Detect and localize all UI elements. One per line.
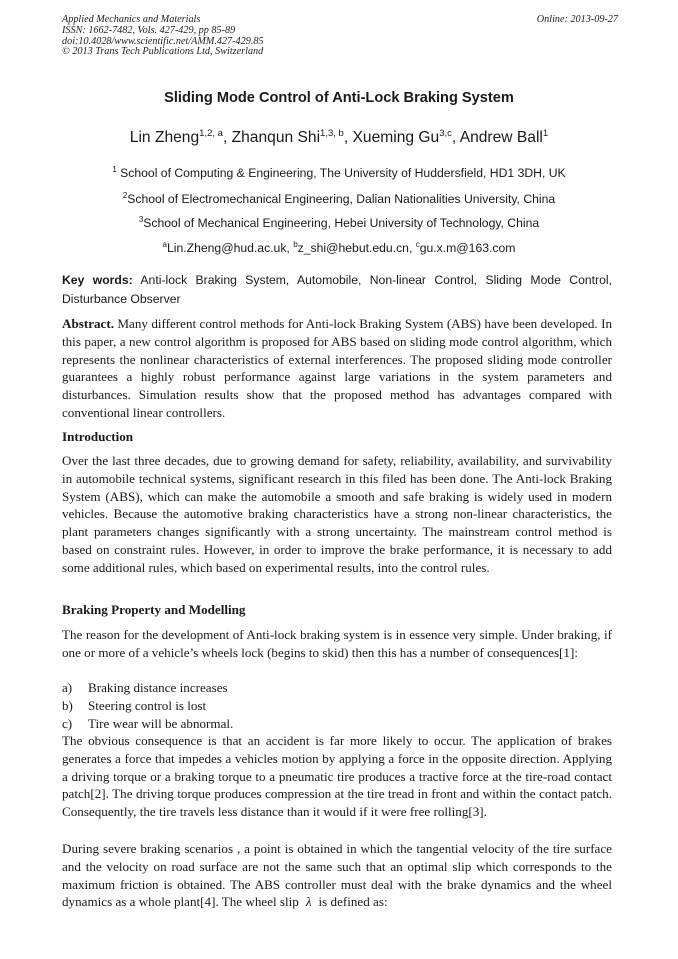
author-affiliation-mark: 1 — [542, 128, 549, 139]
affiliation — [0, 216, 678, 230]
email-address: Lin.Zheng@hud.ac.uk, — [167, 241, 294, 255]
list-item — [62, 715, 233, 733]
keywords-text: Anti-lock Braking System, Automobile, Non-linear Control, Sliding Mode Control, Disturbance Observer — [62, 273, 612, 306]
braking-paragraph-3-text: During severe braking scenarios , a point is obtained in which the tangential velocity of the tire surface and the velocity on road surface are not the same such that an optimal slip which corresponds to the maximum friction is obtained. The ABS controller must deal with the brake dynamics and the wheel dynamics as a whole plant[4]. The wheel slip — [62, 841, 612, 910]
journal-header — [62, 15, 618, 58]
lambda-symbol: λ — [305, 894, 312, 910]
list-item-label: b) — [62, 697, 73, 713]
affiliation-text: School of Mechanical Engineering, Hebei University of Technology, China — [143, 216, 540, 230]
list-item-label: a) — [62, 680, 73, 695]
author-separator: , — [222, 129, 232, 146]
affiliation-mark: 2 — [122, 191, 128, 200]
abstract — [62, 315, 612, 422]
author-affiliation-mark: 1,3, b — [320, 128, 344, 139]
email-mark: a — [162, 240, 167, 249]
list-item-label: c) — [62, 715, 73, 731]
doi-line: doi:10.4028/www.scientific.net/AMM.427-429.85 — [62, 35, 264, 47]
braking-paragraph-3 — [62, 840, 612, 911]
braking-paragraph-3-end: is defined as: — [318, 894, 388, 910]
braking-paragraph-1: The reason for the development of Anti-lock braking system is in essence very simple. Under braking, if one or more of a vehicle’s wheels lock (begins to skid) then this has a number of consequences[1]: — [62, 627, 612, 660]
abstract-text: Many different control methods for Anti-lock Braking System (ABS) have been developed. In this paper, a new control algorithm is proposed for ABS based on sliding mode control algorithm, which represents the nonlinear characteristics of external interferences. The proposed sliding mode controller guarantees a highly robust performance against large variations in the system parameters and disturbances. Simulation results show that the proposed method has advantages compared with conventional linear controllers. — [62, 316, 612, 420]
email-list — [0, 241, 678, 255]
author-affiliation-mark: 1,2, a — [199, 128, 223, 139]
introduction-text: Over the last three decades, due to growing demand for safety, reliability, availability, and survivability in automobile technical systems, significant research in this filed has been done. The Anti-lock Braking System (ABS), which can make the automobile a smooth and safe braking is widely used in modern vehicles. Because the automotive braking characteristics have a strong non-linear characteristics, the plant parameters changes significantly with a strong uncertainty. The mainstream control method is based on constraint rules. However, in order to improve the brake performance, it is necessary to add some additional rules, which based on experimental results, into the control rules. — [62, 453, 612, 575]
author-name: Xueming Gu — [352, 129, 440, 146]
affiliation-text: School of Electromechanical Engineering, Dalian Nationalities University, China — [127, 192, 556, 206]
affiliation-text: School of Computing & Engineering, The University of Huddersfield, HD1 3DH, UK — [116, 166, 566, 180]
consequence-list — [62, 679, 233, 732]
braking-paragraph-2: The obvious consequence is that an accident is far more likely to occur. The application of brakes generates a force that impedes a vehicles motion by applying a force in the opposite direction. Applying a driving torque or a braking torque to a pneumatic tire produces a tractive force at the tire-road contact patch[2]. The driving torque produces compression at the tire tread in front and within the contact patch. Consequently, the tire travels less distance than it would if it were free rolling[3]. — [62, 733, 612, 820]
affiliation-mark: 3 — [138, 215, 144, 224]
paper-title: Sliding Mode Control of Anti-Lock Braking System — [164, 90, 514, 106]
affiliation-mark: 1 — [112, 165, 117, 174]
list-item-text: Steering control is lost — [88, 697, 207, 713]
list-item — [62, 679, 233, 697]
author-name: Lin Zheng — [129, 129, 200, 146]
email-mark: b — [293, 240, 298, 249]
list-item — [62, 697, 233, 715]
author-name: Andrew Ball — [459, 129, 543, 146]
list-item-text: Tire wear will be abnormal. — [88, 715, 234, 731]
affiliation — [0, 192, 678, 206]
email-address: gu.x.m@163.com — [419, 241, 516, 255]
list-item-text: Braking distance increases — [88, 680, 228, 695]
keywords — [62, 271, 612, 309]
author-name: Zhanqun Shi — [231, 129, 321, 146]
author-separator: , — [343, 129, 353, 146]
affiliation — [0, 166, 678, 180]
author-affiliation-mark: 3,c — [439, 128, 452, 139]
copyright-line: © 2013 Trans Tech Publications Ltd, Switzerland — [62, 46, 264, 58]
author-separator: , — [451, 129, 460, 146]
braking-heading: Braking Property and Modelling — [62, 602, 246, 617]
abstract-label: Abstract. — [62, 316, 114, 331]
issn-line: ISSN: 1662-7482, Vols. 427-429, pp 85-89 — [62, 24, 236, 36]
email-address: z_shi@hebut.edu.cn, — [297, 241, 416, 255]
email-mark: c — [415, 240, 420, 249]
introduction-heading: Introduction — [62, 429, 134, 444]
author-list — [0, 129, 678, 147]
journal-name: Applied Mechanics and Materials — [62, 14, 201, 25]
keywords-label: Key words: — [62, 273, 133, 287]
online-date: Online: 2013-09-27 — [536, 14, 618, 25]
